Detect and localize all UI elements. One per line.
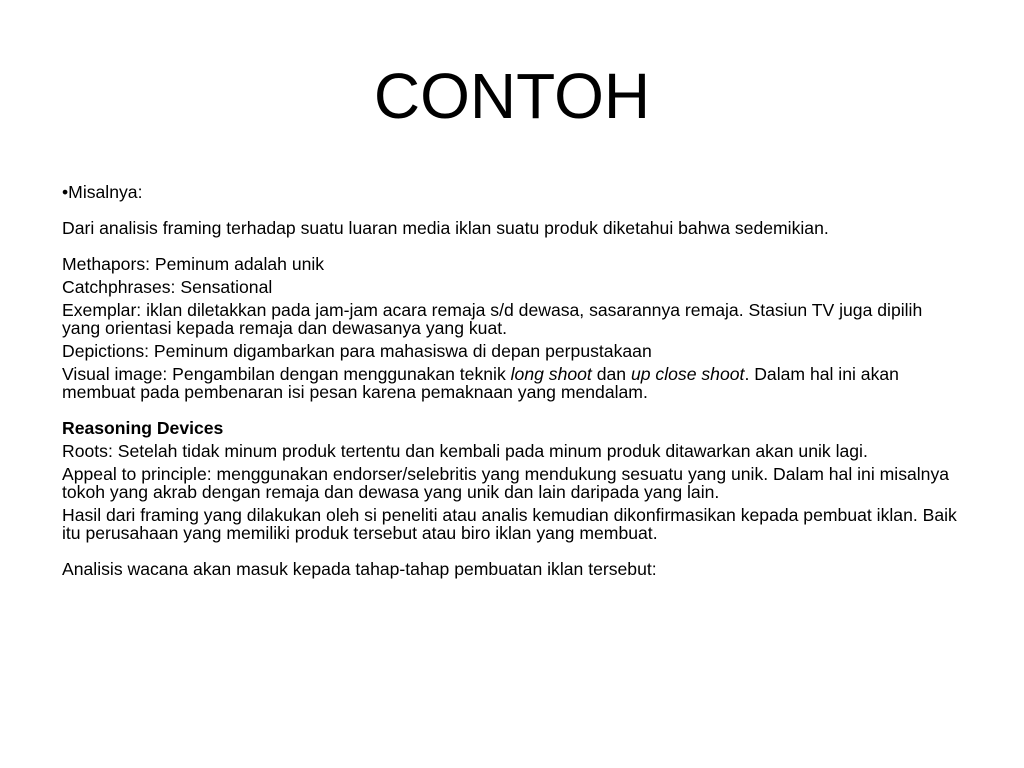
methapors-line: Methapors: Peminum adalah unik: [62, 254, 325, 274]
bullet-lead: •Misalnya:: [62, 182, 143, 202]
appeal-paragraph: Appeal to principle: menggunakan endorser/selebritis yang mendukung sesuatu yang unik. Dalam hal ini misalnya tokoh yang akrab dengan remaja dan dewasa yang unik dan lain daripada yang lain.: [62, 464, 950, 502]
closing-line: Analisis wacana akan masuk kepada tahap-tahap pembuatan iklan tersebut:: [62, 559, 657, 579]
depictions-line: Depictions: Peminum digambarkan para mahasiswa di depan perpustakaan: [62, 341, 652, 361]
visual-image-paragraph: [62, 365, 962, 401]
reasoning-devices-heading: Reasoning Devices: [62, 418, 224, 438]
hasil-paragraph: Hasil dari framing yang dilakukan oleh si peneliti atau analis kemudian dikonfirmasikan kepada pembuat iklan. Baik itu perusahaan yang memiliki produk tersebut atau biro iklan yang membuat.: [62, 505, 957, 543]
visual-image-text-2: dan: [591, 364, 631, 384]
catchphrases-line: Catchphrases: Sensational: [62, 277, 273, 297]
visual-image-italic-1: long shoot: [510, 364, 592, 384]
intro-paragraph: Dari analisis framing terhadap suatu luaran media iklan suatu produk diketahui bahwa sedemikian.: [62, 218, 829, 238]
slide-body: [62, 183, 962, 578]
visual-image-text-1: Visual image: Pengambilan dengan menggunakan teknik: [62, 364, 511, 384]
visual-image-italic-2: up close shoot: [630, 364, 745, 384]
exemplar-paragraph: Exemplar: iklan diletakkan pada jam-jam acara remaja s/d dewasa, sasarannya remaja. Stasiun TV juga dipilih yang orientasi kepada remaja dan dewasanya yang kuat.: [62, 300, 923, 338]
slide-title: CONTOH: [373, 60, 651, 132]
roots-paragraph: Roots: Setelah tidak minum produk tertentu dan kembali pada minum produk ditawarkan akan unik lagi.: [62, 441, 868, 461]
visual-image-text-3: . Dalam hal ini akan membuat pada pembenaran isi pesan karena pemaknaan yang mendalam.: [62, 364, 899, 402]
